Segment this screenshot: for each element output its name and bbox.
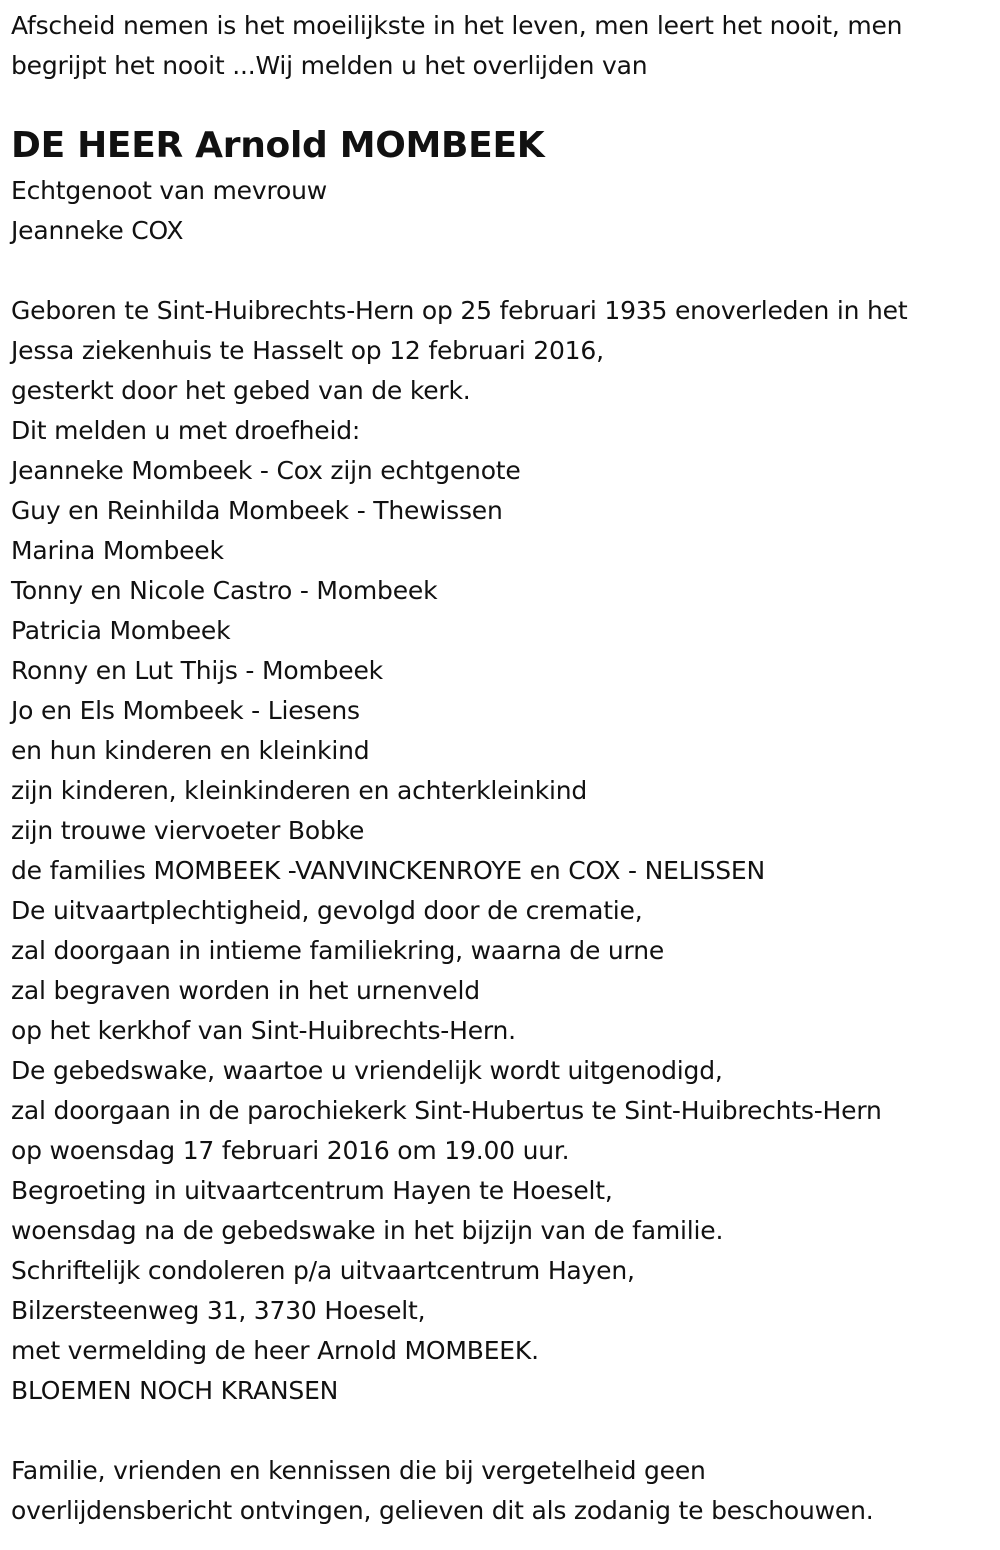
body-line: Begroeting in uitvaartcentrum Hayen te Hoeselt, (11, 1176, 613, 1205)
body-line: De uitvaartplechtigheid, gevolgd door de crematie, (11, 896, 643, 925)
body-line: zal begraven worden in het urnenveld (11, 976, 480, 1005)
body-line: woensdag na de gebedswake in het bijzijn van de familie. (11, 1216, 724, 1245)
body-line: Dit melden u met droefheid: (11, 416, 361, 445)
obituary-notice (11, 0, 991, 1531)
body-line: Jessa ziekenhuis te Hasselt op 12 februari 2016, (11, 336, 604, 365)
closing-line: overlijdensbericht ontvingen, gelieven dit als zodanig te beschouwen. (11, 1496, 874, 1525)
body-line: en hun kinderen en kleinkind (11, 736, 370, 765)
body-line: Schriftelijk condoleren p/a uitvaartcentrum Hayen, (11, 1256, 635, 1285)
body-line: zal doorgaan in intieme familiekring, waarna de urne (11, 936, 665, 965)
body-line: Guy en Reinhilda Mombeek - Thewissen (11, 496, 503, 525)
spouse-line: Jeanneke COX (11, 216, 184, 245)
body-line: met vermelding de heer Arnold MOMBEEK. (11, 1336, 539, 1365)
body-line: Bilzersteenweg 31, 3730 Hoeselt, (11, 1296, 426, 1325)
closing-line: Familie, vrienden en kennissen die bij vergetelheid geen (11, 1456, 706, 1485)
body-line: zijn trouwe viervoeter Bobke (11, 816, 365, 845)
body-line: gesterkt door het gebed van de kerk. (11, 376, 471, 405)
body-section (11, 291, 991, 1411)
body-line: De gebedswake, waartoe u vriendelijk wordt uitgenodigd, (11, 1056, 723, 1085)
deceased-name-heading: DE HEER Arnold MOMBEEK (11, 125, 545, 166)
body-line: Jeanneke Mombeek - Cox zijn echtgenote (11, 456, 521, 485)
spacer (11, 1411, 991, 1451)
body-line: op woensdag 17 februari 2016 om 19.00 uur. (11, 1136, 570, 1165)
intro-paragraph (11, 6, 991, 86)
body-line: de families MOMBEEK -VANVINCKENROYE en COX - NELISSEN (11, 856, 766, 885)
closing-section (11, 1451, 991, 1531)
body-line: Ronny en Lut Thijs - Mombeek (11, 656, 383, 685)
body-line: BLOEMEN NOCH KRANSEN (11, 1376, 339, 1405)
spouse-section (11, 171, 991, 251)
body-line: Geboren te Sint-Huibrechts-Hern op 25 februari 1935 enoverleden in het (11, 296, 908, 325)
spouse-line: Echtgenoot van mevrouw (11, 176, 327, 205)
body-line: Marina Mombeek (11, 536, 224, 565)
body-line: Tonny en Nicole Castro - Mombeek (11, 576, 438, 605)
body-line: op het kerkhof van Sint-Huibrechts-Hern. (11, 1016, 516, 1045)
body-line: zal doorgaan in de parochiekerk Sint-Hubertus te Sint-Huibrechts-Hern (11, 1096, 882, 1125)
body-line: Patricia Mombeek (11, 616, 231, 645)
body-line: Jo en Els Mombeek - Liesens (11, 696, 360, 725)
spacer (11, 251, 991, 291)
body-line: zijn kinderen, kleinkinderen en achterkleinkind (11, 776, 588, 805)
intro-line: begrijpt het nooit ...Wij melden u het overlijden van (11, 51, 648, 80)
intro-line: Afscheid nemen is het moeilijkste in het leven, men leert het nooit, men (11, 11, 903, 40)
